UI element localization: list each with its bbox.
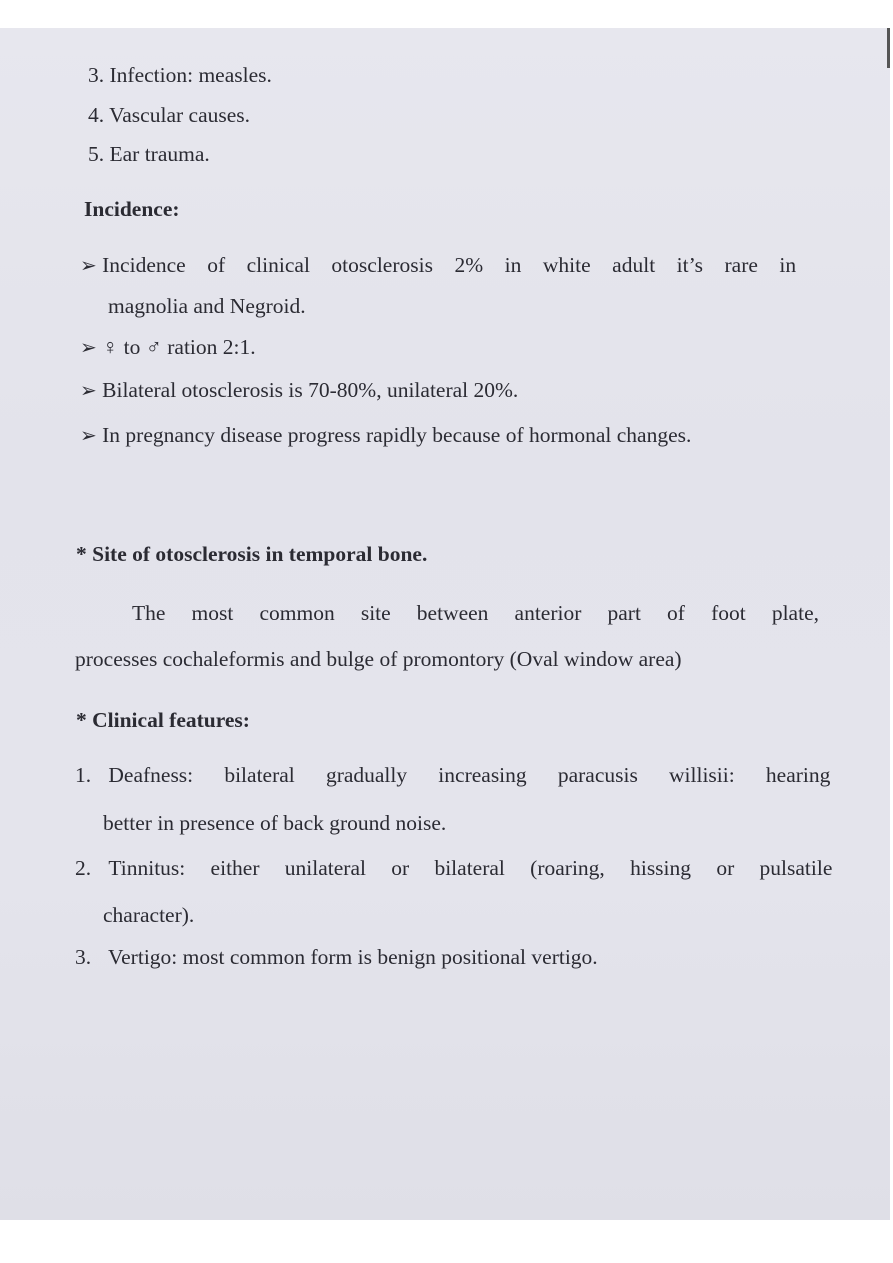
incidence-bullet-3 — [80, 377, 518, 404]
site-paragraph-line2: processes cochaleformis and bulge of promontory (Oval window area) — [75, 647, 682, 671]
list-text: Infection: measles. — [109, 63, 272, 87]
list-item — [88, 141, 210, 167]
arrow-bullet-icon: ➢ — [80, 337, 97, 359]
list-number: 5. — [88, 142, 105, 166]
list-number: 4. — [88, 103, 105, 127]
bullet-text: Bilateral otosclerosis is 70-80%, unilateral 20%. — [102, 378, 519, 402]
list-number: 2. — [75, 856, 92, 880]
list-text: Vertigo: most common form is benign positional vertigo. — [108, 945, 598, 969]
clinical-item — [75, 855, 833, 881]
bullet-text: Incidence of clinical otosclerosis 2% in white adult it’s rare in — [102, 253, 797, 277]
bullet-text: In pregnancy disease progress rapidly because of hormonal changes. — [102, 423, 692, 447]
clinical-heading: * Clinical features: — [76, 708, 250, 732]
page-edge-shadow — [887, 28, 890, 68]
site-heading: * Site of otosclerosis in temporal bone. — [76, 542, 428, 566]
clinical-item — [75, 762, 831, 788]
incidence-heading: Incidence: — [84, 197, 180, 221]
site-paragraph-line1: The most common site between anterior part of foot plate, — [132, 601, 819, 625]
list-text: Vascular causes. — [109, 103, 251, 127]
incidence-bullet-4 — [80, 422, 691, 449]
list-item — [88, 62, 272, 88]
clinical-item-continuation: better in presence of back ground noise. — [103, 811, 447, 835]
arrow-bullet-icon: ➢ — [80, 255, 97, 277]
list-number: 3. — [75, 945, 92, 969]
clinical-item-continuation: character). — [103, 903, 195, 927]
bullet-text: ♀ to ♂ ration 2:1. — [102, 335, 256, 359]
bullet-continuation: magnolia and Negroid. — [108, 294, 306, 318]
list-number: 3. — [88, 63, 105, 87]
incidence-bullet-2 — [80, 334, 256, 361]
clinical-item — [75, 944, 598, 970]
list-text: Deafness: bilateral gradually increasing paracusis willisii: hearing — [108, 763, 831, 787]
list-number: 1. — [75, 763, 92, 787]
list-text: Ear trauma. — [109, 142, 210, 166]
arrow-bullet-icon: ➢ — [80, 425, 97, 447]
list-text: Tinnitus: either unilateral or bilateral (roaring, hissing or pulsatile — [108, 856, 833, 880]
arrow-bullet-icon: ➢ — [80, 380, 97, 402]
incidence-bullet-1 — [80, 252, 804, 279]
list-item — [88, 102, 250, 128]
